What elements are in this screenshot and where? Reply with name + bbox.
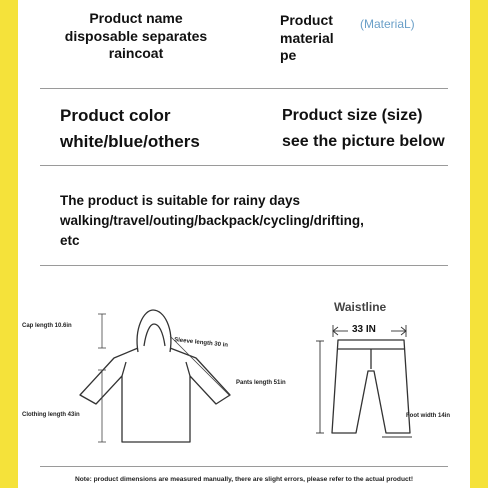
product-size-label: Product size (size) bbox=[282, 107, 423, 124]
divider-2 bbox=[40, 165, 448, 166]
waistline-title: Waistline bbox=[334, 300, 387, 314]
product-material-value: pe bbox=[280, 47, 297, 63]
product-size-value: see the picture below bbox=[282, 133, 445, 150]
suitability-line3: etc bbox=[60, 233, 80, 248]
suitability-section bbox=[60, 191, 364, 251]
product-name-label: Product name bbox=[89, 10, 183, 26]
product-material-label-line1: Product bbox=[280, 12, 333, 28]
clothing-length-label: Clothing length 43in bbox=[22, 412, 80, 418]
product-name-section bbox=[46, 10, 226, 63]
product-color-value: white/blue/others bbox=[60, 132, 200, 151]
product-material-section bbox=[280, 12, 334, 65]
product-info-card bbox=[18, 0, 470, 488]
sleeve-length-label: Sleeve length 30 in bbox=[173, 337, 229, 349]
product-name-value-line1: disposable separates bbox=[64, 27, 208, 44]
suitability-line2: walking/travel/outing/backpack/cycling/drifting, bbox=[60, 213, 364, 228]
product-name-value-line2: raincoat bbox=[108, 45, 164, 61]
material-tag: (MateriaL) bbox=[360, 17, 415, 31]
measurement-note: Note: product dimensions are measured manually, there are slight errors, please refer to the actual product! bbox=[74, 476, 414, 483]
product-color-label: Product color bbox=[60, 106, 171, 125]
waist-measure-label: 33 IN bbox=[352, 324, 376, 335]
divider-3 bbox=[40, 265, 448, 266]
product-size-section bbox=[282, 103, 445, 155]
pants-diagram bbox=[288, 315, 448, 455]
product-material-label-line2: material bbox=[280, 29, 334, 46]
suitability-line1: The product is suitable for rainy days bbox=[60, 193, 301, 208]
foot-width-label: Foot width 14in bbox=[406, 413, 450, 419]
pants-length-label: Pants length 51in bbox=[236, 380, 286, 386]
divider-1 bbox=[40, 88, 448, 89]
product-color-section bbox=[60, 103, 200, 155]
divider-4 bbox=[40, 466, 448, 467]
cap-length-label: Cap length 10.6in bbox=[22, 323, 72, 329]
